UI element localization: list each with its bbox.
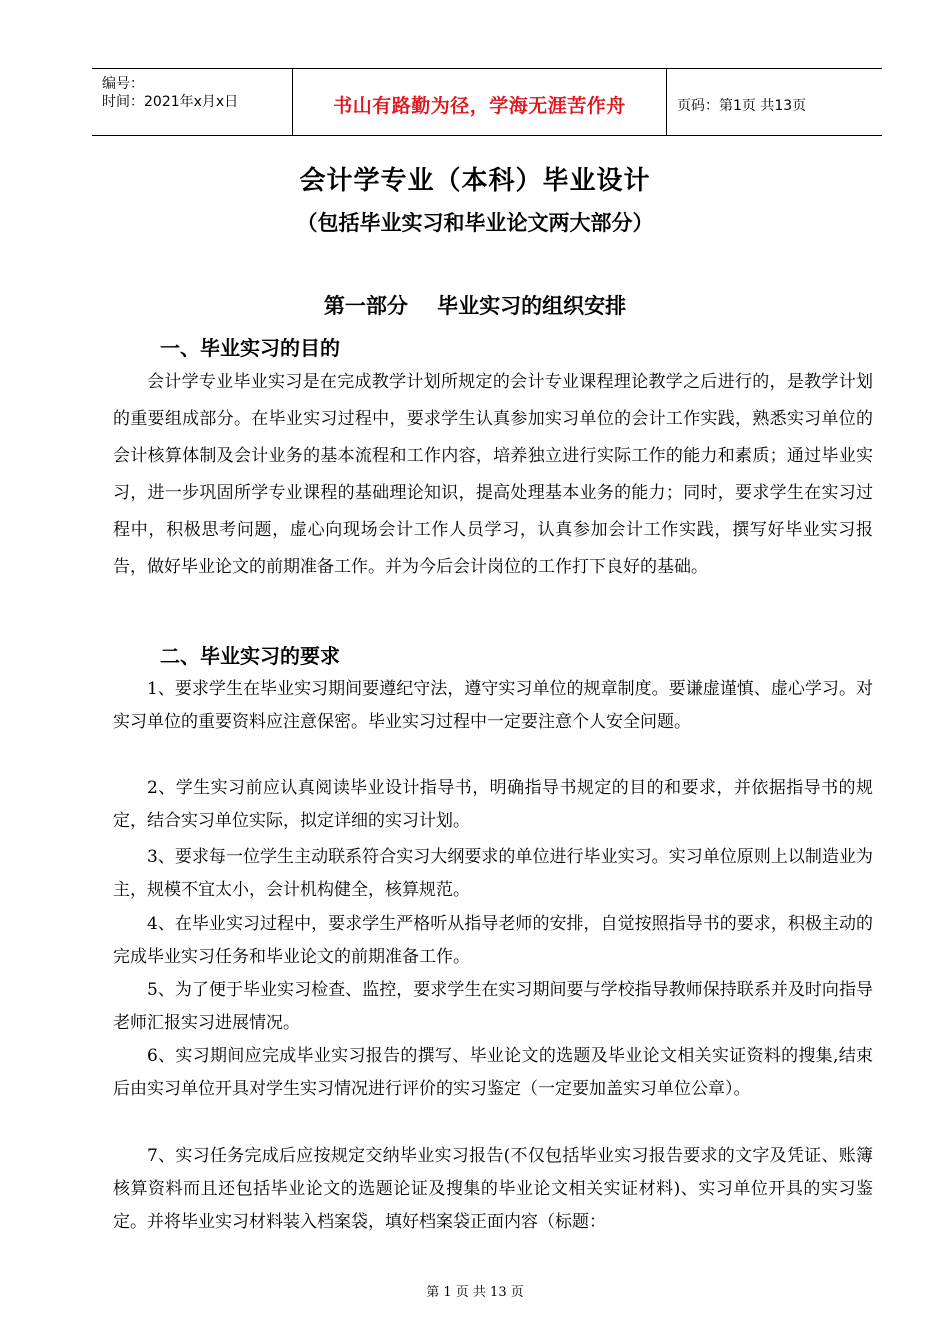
header-page-cell [667,69,882,135]
requirement-item: 7、实习任务完成后应按规定交纳毕业实习报告(不仅包括毕业实习报告要求的文字及凭证、账簿核算资料而且还包括毕业论文的选题论证及搜集的毕业论文相关实证材料)、实习单位开具的实习鉴定。并将毕业实习材料装入档案袋，填好档案袋正面内容（标题： [113,1146,873,1232]
header-motto: 书山有路勤为径，学海无涯苦作舟 [333,95,626,117]
document-time: 时间：2021年x月x日 [102,94,239,110]
section-heading-requirements: 二、毕业实习的要求 [160,644,340,668]
page-footer: 第 1 页 共 13 页 [426,1285,524,1300]
requirement-item: 3、要求每一位学生主动联系符合实习大纲要求的单位进行毕业实习。实习单位原则上以制造业为主，规模不宜太小，会计机构健全，核算规范。 [113,847,873,900]
document-title: 会计学专业（本科）毕业设计 [299,166,651,196]
requirement-item: 5、为了便于毕业实习检查、监控，要求学生在实习期间要与学校指导教师保持联系并及时向指导老师汇报实习进展情况。 [113,980,873,1033]
header-motto-cell [293,69,667,135]
requirement-item: 4、在毕业实习过程中，要求学生严格听从指导老师的安排，自觉按照指导书的要求，积极主动的完成毕业实习任务和毕业论文的前期准备工作。 [113,914,873,967]
header-page-info: 页码：第1页 共13页 [677,98,807,114]
requirement-item: 6、实习期间应完成毕业实习报告的撰写、毕业论文的选题及毕业论文相关实证资料的搜集,结束后由实习单位开具对学生实习情况进行评价的实习鉴定（一定要加盖实习单位公章）。 [113,1046,873,1099]
requirement-item: 2、学生实习前应认真阅读毕业设计指导书，明确指导书规定的目的和要求，并依据指导书的规定，结合实习单位实际，拟定详细的实习计划。 [113,778,873,831]
part-title: 第一部分 毕业实习的组织安排 [323,294,627,318]
section-heading-purpose: 一、毕业实习的目的 [160,336,340,360]
section-body-purpose: 会计学专业毕业实习是在完成教学计划所规定的会计专业课程理论教学之后进行的，是教学计划的重要组成部分。在毕业实习过程中，要求学生认真参加实习单位的会计工作实践，熟悉实习单位的会计核算体制及会计业务的基本流程和工作内容，培养独立进行实际工作的能力和素质；通过毕业实习，进一步巩固所学专业课程的基础理论知识，提高处理基本业务的能力；同时，要求学生在实习过程中，积极思考问题，虚心向现场会计工作人员学习，认真参加会计工作实践，撰写好毕业实习报告，做好毕业论文的前期准备工作。并为今后会计岗位的工作打下良好的基础。 [113,372,873,577]
requirement-item: 1、要求学生在毕业实习期间要遵纪守法，遵守实习单位的规章制度。要谦虚谨慎、虚心学习。对实习单位的重要资料应注意保密。毕业实习过程中一定要注意个人安全问题。 [113,679,873,732]
header-meta-cell [92,69,293,135]
document-number-label: 编号： [102,76,144,92]
page-header [92,68,882,136]
document-subtitle: （包括毕业实习和毕业论文两大部分） [296,211,654,235]
